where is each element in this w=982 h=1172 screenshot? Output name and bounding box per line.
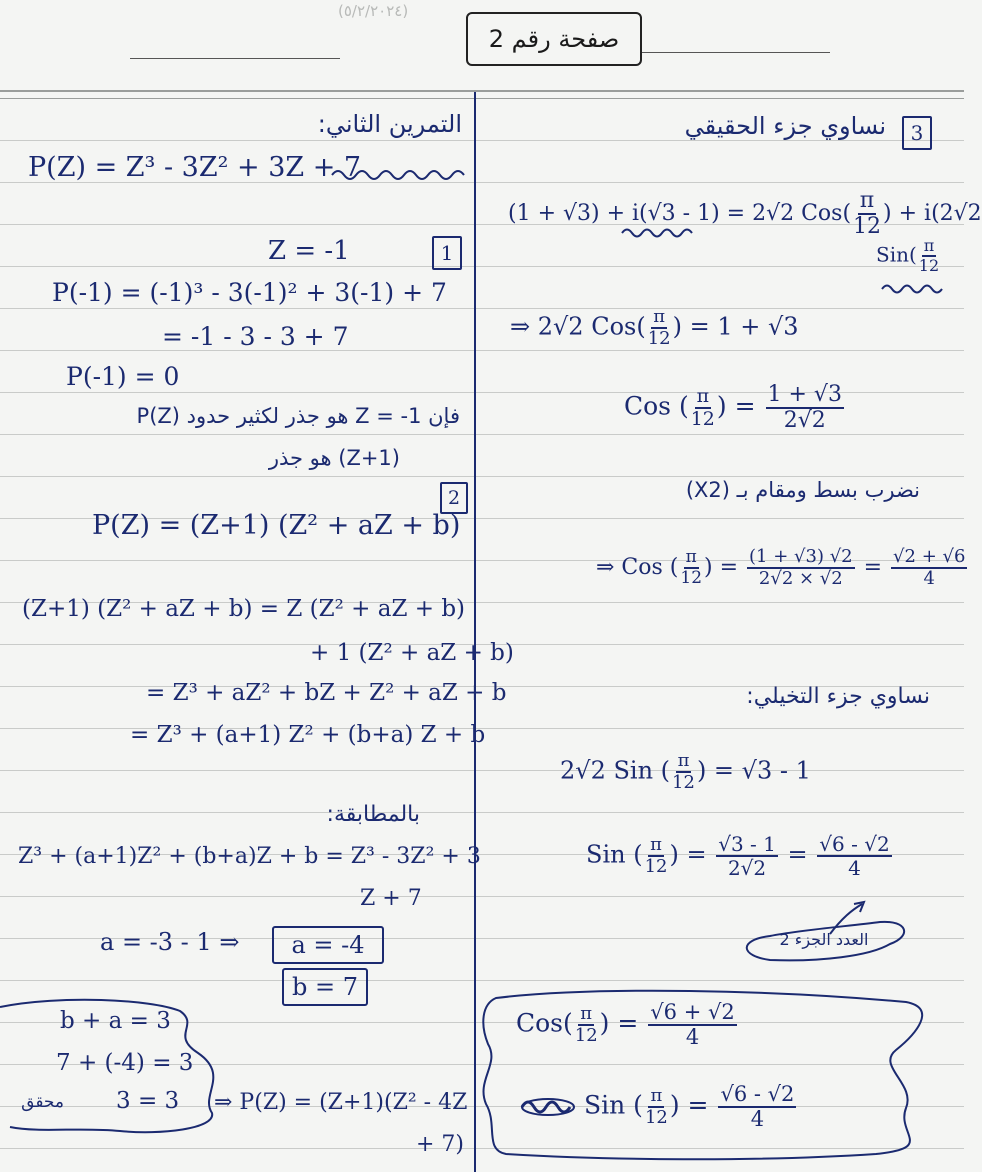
page-number-box [466, 12, 642, 66]
ruled-line [0, 434, 964, 435]
compare-line-1: Z³ + (a+1)Z² + (b+a)Z + b = Z³ - 3Z² + 3 [18, 844, 481, 869]
compare-line-2: Z + 7 [360, 886, 422, 911]
header-line-right [640, 52, 830, 53]
question-marker-2: 2 [440, 482, 468, 514]
ruled-line [0, 896, 964, 897]
faint-stamp: (٥/٢/٢٠٢٤) [338, 2, 409, 20]
scribble-mark [520, 1096, 576, 1118]
evaluation-result: P(-1) = 0 [66, 362, 180, 391]
ruled-line [0, 140, 964, 141]
z-value: Z = -1 [268, 236, 350, 266]
polynomial: P(Z) = Z³ - 3Z² + 3Z + 7 [28, 152, 362, 183]
squiggle-underline [620, 226, 700, 240]
sin-equation-2: Sin ( $\frac{\pi}{12}$ ) = $\frac{√3 - 1}{2√2}$ = $\frac{√6 - √2}{4}$ [586, 832, 890, 880]
squiggle-underline [330, 165, 470, 185]
sin-equation-1: 2√2 Sin ( $\frac{\pi}{12}$ ) = √3 - 1 [560, 750, 811, 793]
main-equation-sin: Sin( $\frac{\pi}{12}$ [876, 236, 940, 275]
ruled-line [0, 350, 964, 351]
ruled-line [0, 980, 964, 981]
ruled-line [0, 770, 964, 771]
check-line-2: 7 + (-4) = 3 [56, 1050, 194, 1076]
conclusion-line-2: (Z+1) هو جذر [268, 446, 400, 470]
ruled-line [0, 98, 964, 99]
squiggle-underline [880, 282, 950, 296]
imag-part-title: نساوي جزء التخيلي: [746, 684, 930, 709]
note-cloud-text: العدد الجزء 2 [779, 930, 869, 949]
ruled-line [0, 308, 964, 309]
check-line-3: 3 = 3 [116, 1088, 180, 1114]
ruled-line [0, 476, 964, 477]
multiply-note: نضرب بسط ومقام بـ (X2) [685, 478, 920, 502]
evaluation-line-1: P(-1) = (-1)³ - 3(-1)² + 3(-1) + 7 [52, 278, 447, 307]
check-word: محقق [21, 1092, 64, 1112]
expand-line-4: = Z³ + (a+1) Z² + (b+a) Z + b [130, 722, 486, 748]
expand-line-2: + 1 (Z² + aZ + b) [310, 640, 514, 666]
final-cos: Cos( $\frac{\pi}{12}$ ) = $\frac{√6 + √2}{4}$ [516, 1000, 735, 1049]
a-calculation: a = -3 - 1 ⇒ [100, 928, 240, 956]
header-line-left [130, 58, 340, 59]
expand-line-1: (Z+1) (Z² + aZ + b) = Z (Z² + aZ + b) [22, 596, 466, 622]
expand-line-3: = Z³ + aZ² + bZ + Z² + aZ + b [146, 680, 507, 706]
ruled-line [0, 266, 964, 267]
ruled-line [0, 812, 964, 813]
final-factorization-1: ⇒ P(Z) = (Z+1)(Z² - 4Z [214, 1090, 468, 1115]
identify-label: بالمطابقة: [326, 802, 420, 827]
a-result-box: a = -4 [272, 926, 384, 964]
final-factorization-2: + 7) [416, 1132, 465, 1157]
b-result-box: b = 7 [282, 968, 368, 1006]
real-part-title: نساوي جزء الحقيقي [684, 112, 886, 140]
cos-equation-3: ⇒ Cos ( $\frac{\pi}{12}$ ) = $\frac{(1 + √3) √2}{2√2 \times √2}$ = $\frac{√2 + √6}{4}$ [596, 546, 966, 589]
page-number-label: صفحة رقم 2 [488, 25, 620, 53]
check-line-1: b + a = 3 [60, 1008, 171, 1034]
conclusion-line-1: فإن Z = -1 هو جذر لكثير حدود P(Z) [136, 404, 460, 428]
cos-equation-2: Cos ( $\frac{\pi}{12}$ ) = $\frac{1 + √3}{2√2}$ [624, 382, 842, 433]
main-equation: (1 + √3) + i(√3 - 1) = 2√2 Cos( $\frac{\pi}{12}$ ) + i(2√2 [508, 188, 982, 239]
cos-equation-1: ⇒ 2√2 Cos( $\frac{\pi}{12}$ ) = 1 + √3 [510, 306, 799, 349]
factor-form: P(Z) = (Z+1) (Z² + aZ + b) [92, 510, 461, 541]
question-marker-3: 3 [902, 116, 932, 150]
question-marker-1: 1 [432, 236, 462, 270]
ruled-line [0, 90, 964, 92]
evaluation-line-2: = -1 - 3 - 3 + 7 [162, 322, 349, 351]
final-sin: Sin ( $\frac{\pi}{12}$ ) = $\frac{√6 - √2}{4}$ [584, 1082, 795, 1131]
left-title: التمرين الثاني: [317, 110, 462, 138]
